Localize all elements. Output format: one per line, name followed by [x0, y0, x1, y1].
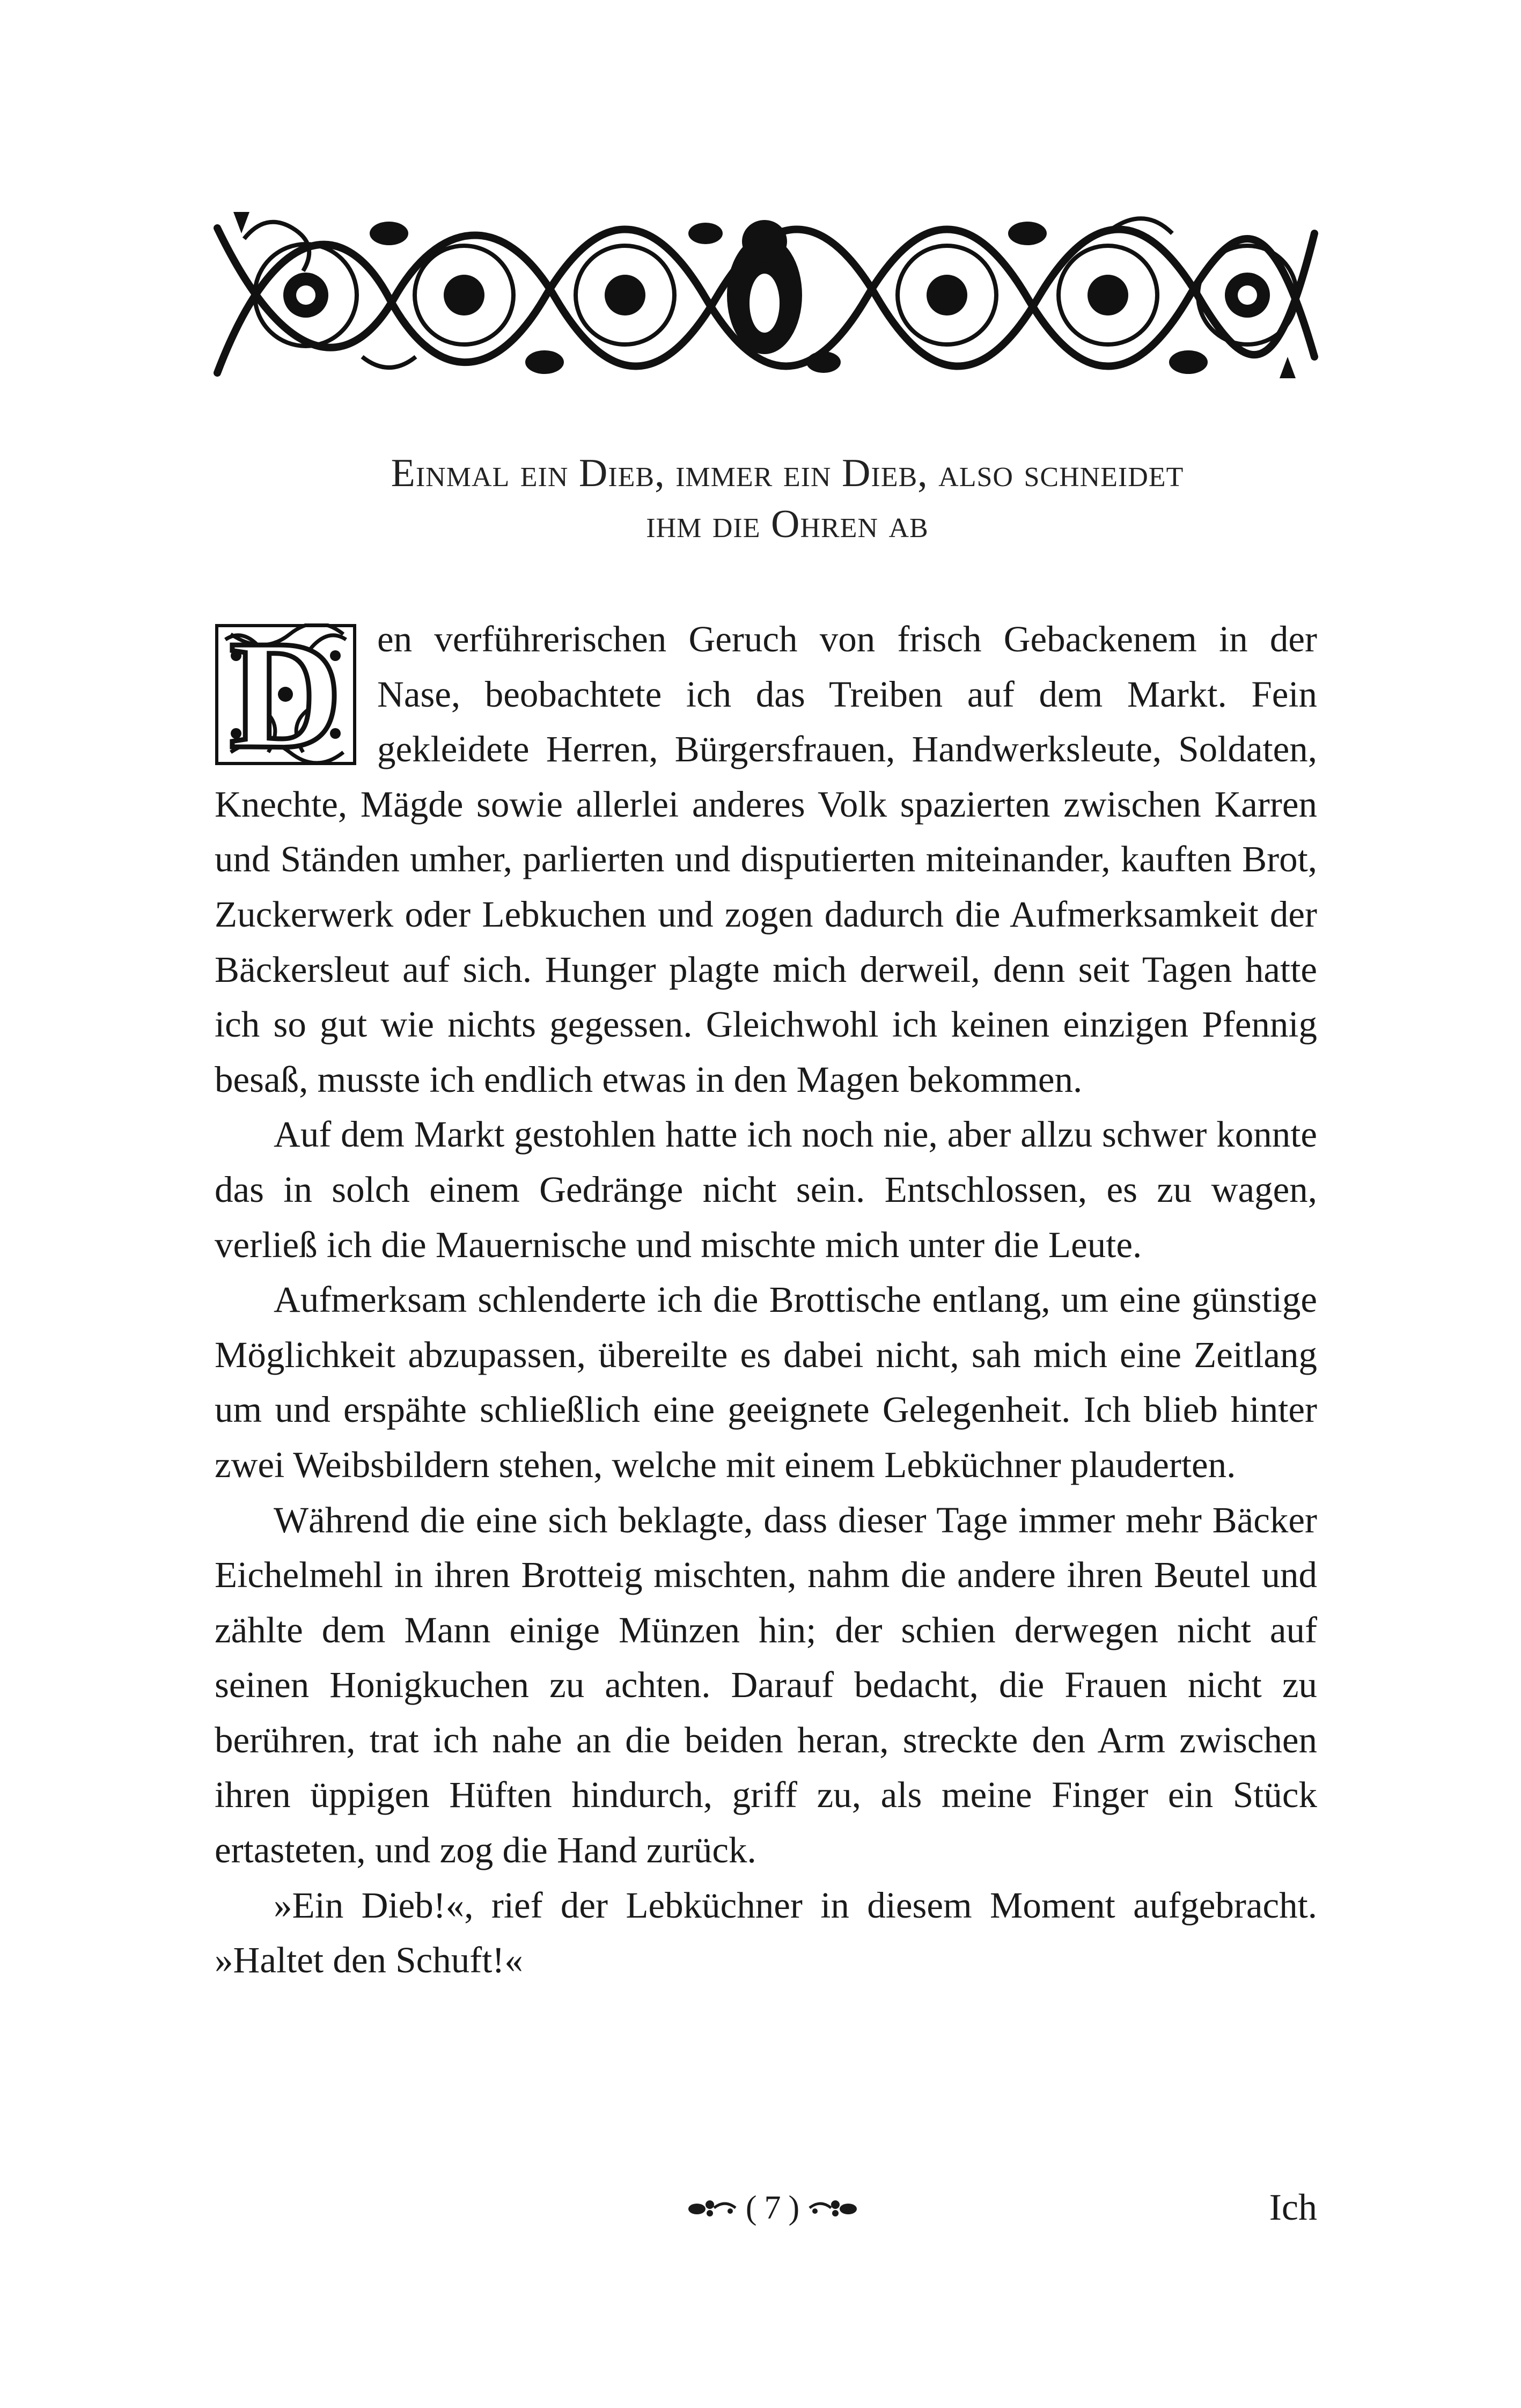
flourish-left-icon: [687, 2197, 738, 2219]
chapter-title: [252, 448, 1322, 550]
chapter-title-line-2: ihm die Ohren ab: [646, 502, 929, 546]
page-number-group: [673, 2181, 872, 2235]
paragraph-3: Aufmerksam schlenderte ich die Brottische entlang, um eine günstige Möglichkeit abzupassen, übereilte es dabei nicht, sah mich eine Zeitlang um und erspähte schließlich eine geeignete Gelegenheit. Ich blieb hinter zwei Weibsbildern stehen, welche mit einem Lebküchner plauderten.: [215, 1279, 1317, 1485]
flourish-right-icon: [807, 2197, 858, 2219]
paragraph-2: Auf dem Markt gestohlen hatte ich noch nie, aber allzu schwer konnte das in solch einem Gedränge nicht sein. Entschlossen, es zu wagen, verließ ich die Mauernische und mischte mich unter die Leute.: [215, 1114, 1317, 1265]
page-number: 7: [764, 2189, 781, 2226]
paragraph-4: Während die eine sich beklagte, dass dieser Tage immer mehr Bäcker Eichelmehl in ihren Brotteig mischten, nahm die andere ihren Beutel und zählte dem Mann einige Münzen hin; der schien derwegen nicht auf seinen Honigkuchen zu achten. Darauf bedacht, die Frauen nicht zu berühren, trat ich nahe an die beiden heran, streckte den Arm zwischen ihren üppigen Hüften hindurch, griff zu, als meine Finger ein Stück ertasteten, und zog die Hand zurück.: [215, 1499, 1317, 1871]
paragraph-1-text: en verführerischen Geruch von frisch Gebackenem in der Nase, beobachtete ich das Treiben auf dem Markt. Fein gekleidete Herren, Bürgersfrauen, Handwerksleute, Soldaten, Knechte, Mägde sowie allerlei anderes Volk spazierten zwischen Karren und Ständen umher, parlierten und disputierten miteinander, kauften Brot, Zuckerwerk oder Lebkuchen und zogen dadurch die Aufmerksamkeit der Bäckersleut auf sich. Hunger plagte mich derweil, denn seit Tagen hatte ich so gut wie nichts gegessen. Gleichwohl ich keinen einzigen Pfennig besaß, musste ich endlich etwas in den Magen bekommen.: [215, 619, 1317, 1100]
ornate-initial-icon: [215, 608, 357, 781]
paragraph-1: [215, 608, 1317, 1107]
renaissance-vine-border-icon: [212, 196, 1320, 397]
chapter-body: [215, 608, 1317, 1988]
page-number-open-paren: (: [745, 2189, 757, 2226]
drop-cap-letter: D: [229, 608, 342, 781]
catchword: Ich: [1269, 2187, 1317, 2228]
page-footer: [0, 2181, 1521, 2235]
chapter-title-line-1: Einmal ein Dieb, immer ein Dieb, also schneidet: [391, 451, 1184, 495]
paragraph-5: »Ein Dieb!«, rief der Lebküchner in diesem Moment aufgebracht. »Haltet den Schuft!«: [215, 1884, 1317, 1981]
page-number-close-paren: ): [788, 2189, 800, 2226]
